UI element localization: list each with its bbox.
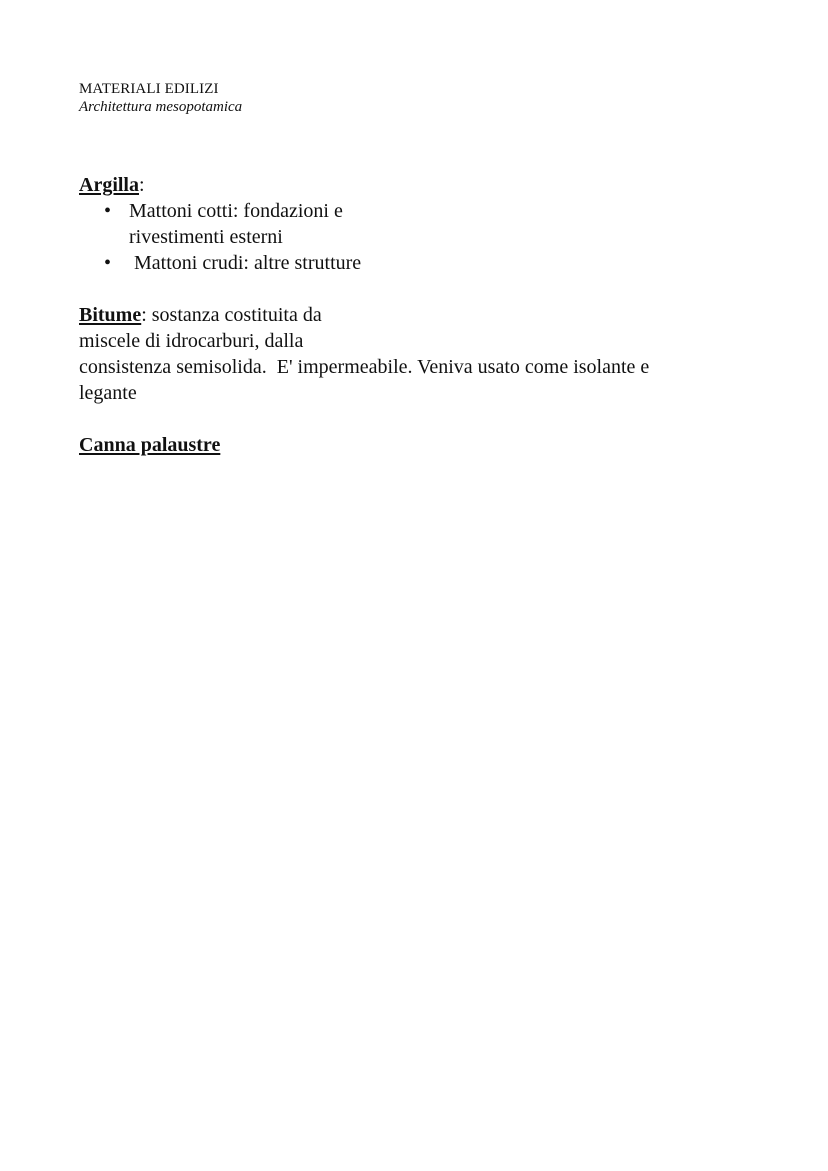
bitume-line-3: consistenza semisolida. E' impermeabile. Veniva usato come isolante e: [79, 356, 650, 378]
canna-heading: Canna palaustre: [79, 434, 221, 456]
bitume-line-1: [79, 302, 739, 328]
list-item-line: Mattoni cotti: fondazioni e: [129, 200, 343, 222]
list-item: [79, 250, 429, 276]
argilla-heading: Argilla: [79, 174, 139, 196]
section-argilla: [79, 172, 759, 276]
list-item: [79, 198, 429, 250]
bitume-line-2: miscele di idrocarburi, dalla: [79, 330, 304, 352]
bitume-line-4: legante: [79, 382, 137, 404]
bullet-icon: •: [104, 252, 112, 274]
section-canna: [79, 432, 759, 458]
argilla-heading-line: [79, 172, 759, 198]
list-item-line: rivestimenti esterni: [129, 226, 283, 248]
section-bitume: [79, 302, 739, 406]
bitume-heading: Bitume: [79, 304, 142, 326]
document-subtitle: Architettura mesopotamica: [79, 99, 243, 115]
document-title: MATERIALI EDILIZI: [79, 81, 219, 97]
bitume-text: : sostanza costituita da: [141, 304, 322, 326]
document-page: [79, 80, 759, 458]
argilla-list: [79, 198, 759, 276]
argilla-colon: :: [139, 174, 145, 196]
list-item-line: Mattoni crudi: altre strutture: [129, 252, 362, 274]
bullet-icon: •: [104, 200, 112, 222]
